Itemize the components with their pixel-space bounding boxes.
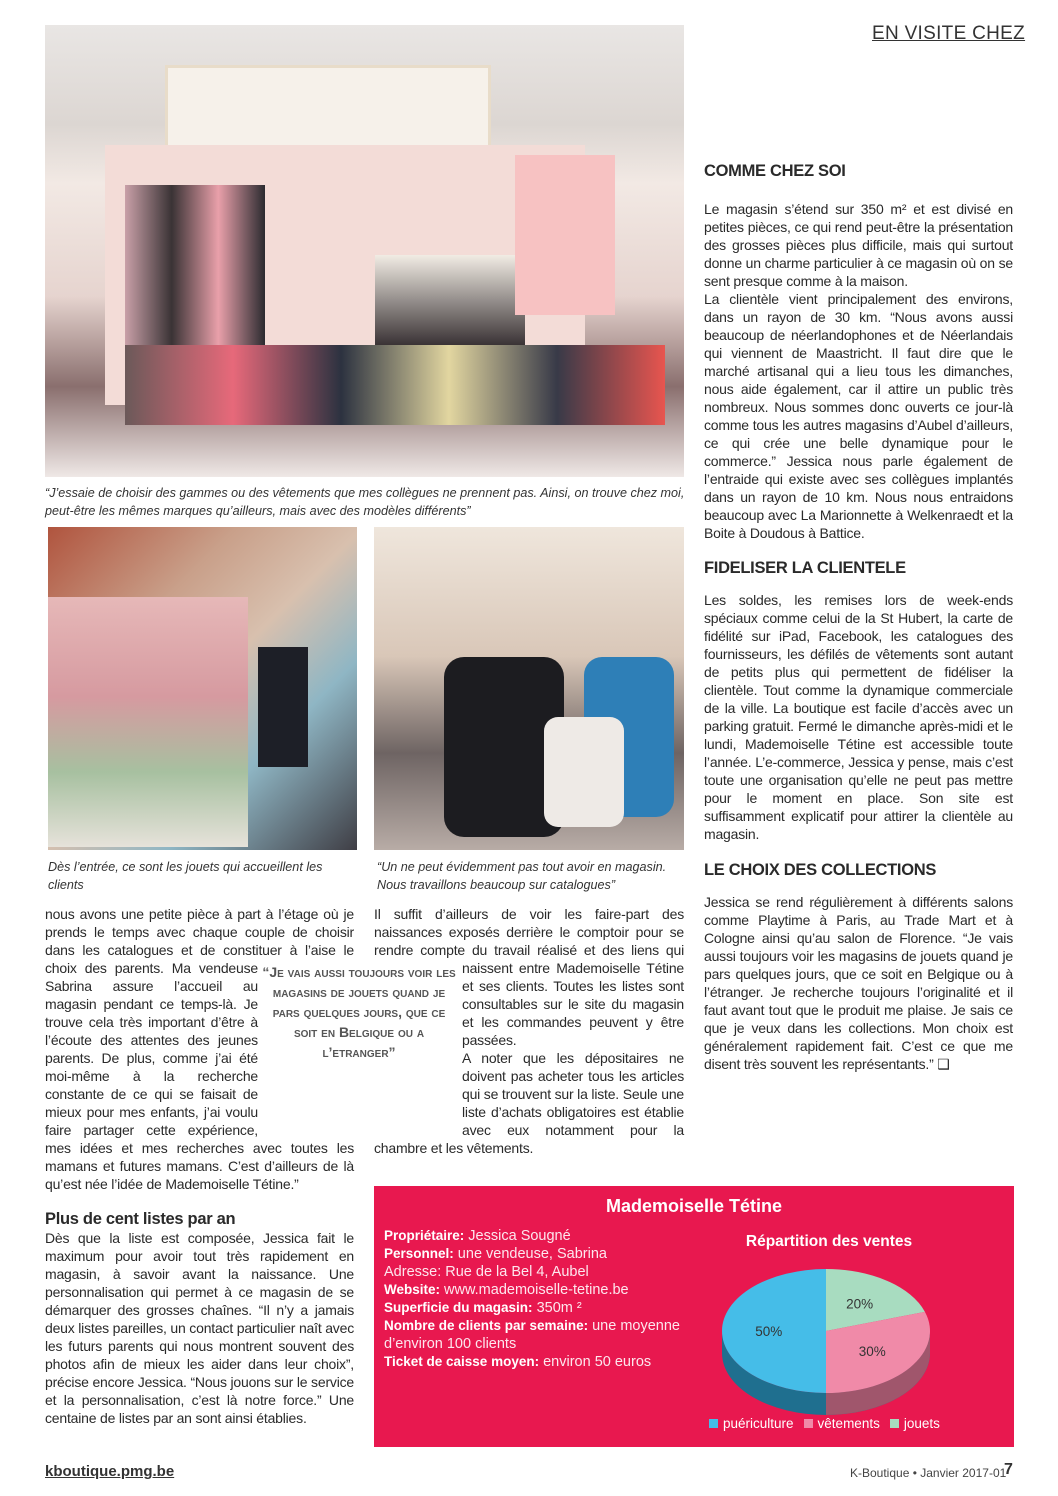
heading-fideliser: FIDELISER LA CLIENTELE: [704, 559, 906, 577]
info-row: [384, 1353, 684, 1371]
pie-label: 20%: [846, 1296, 874, 1312]
strollers-photo: [374, 527, 684, 850]
info-list: [384, 1227, 684, 1371]
store-info-box: [374, 1186, 1014, 1447]
heading-collections: LE CHOIX DES COLLECTIONS: [704, 861, 937, 879]
page-number: 7: [1004, 1461, 1013, 1478]
info-value: une vendeuse, Sabrina: [453, 1246, 607, 1262]
info-label: Ticket de caisse moyen:: [384, 1354, 540, 1369]
info-label: Superficie du magasin:: [384, 1300, 533, 1315]
heading-comme-chez-soi: COMME CHEZ SOI: [704, 162, 846, 180]
info-value: environ 50 euros: [539, 1354, 652, 1370]
info-box-title: Mademoiselle Tétine: [605, 1196, 783, 1216]
legend-swatch: [804, 1419, 813, 1428]
legend-label: vêtements: [817, 1416, 880, 1431]
info-row: [384, 1317, 684, 1353]
paragraph: A noter que les dépositaires ne doivent pas acheter tous les articles qui se trouvent sur la liste. Seule une liste d’achats obligatoires est établie avec eux notamment pour la chambre et les vêtements.: [374, 1050, 684, 1156]
info-row: [384, 1299, 684, 1317]
paragraph: Dès que la liste est composée, Jessica fait le maximum pour avoir tout très rapidement en magasin, à savoir avant la naissance. Une personnalisation qui permet à ce magasin de se démarquer des grosses chaînes. “Il n’y a jamais deux listes pareilles, un contact particulier naît avec les futurs parents qui nous montrent souvent des photos afin de mieux les aider dans leur choix”, précise encore Jessica. “Nous jouons sur le service et la personnalisation, c’est là notre force.” Une centaine de listes par an sont ainsi établies.: [45, 1230, 354, 1426]
info-label: Nombre de clients par semaine:: [384, 1318, 589, 1333]
paragraph: nous avons une petite pièce à part à l’étage où je prends le temps avec chaque couple de choisir dans les catalogues et de constituer à l’aise le choix des parents. Ma vendeuse Sabrina assure l’accueil au magasin pendant ce temps-là. Je trouve cela très important d’être à l’écoute des attentes des jeunes parents. De plus, comme j’ai été moi-même à la recherche constante de ce qui se faisait de mieux pour mes enfants, j’ai voulu faire partager cette expérience, mes idées et mes recherches avec toutes les mamans et futures mamans. C’est d’ailleurs de là qu’est née l’idée de Mademoiselle Tétine.”: [45, 906, 354, 1192]
store-clothing-photo: [45, 25, 684, 477]
info-row: [384, 1263, 684, 1281]
pie-label: 50%: [755, 1324, 783, 1339]
info-label: Personnel:: [384, 1246, 454, 1261]
legend-label: jouets: [903, 1416, 940, 1431]
info-value: Jessica Sougné: [464, 1228, 571, 1244]
top-photo-caption: “J’essaie de choisir des gammes ou des vêtements que mes collègues ne prennent pas. Ainsi, on trouve chez moi, peut-être les mêmes marques qu’ailleurs, mais avec des modèles différents”: [45, 486, 685, 518]
paragraph: Le magasin s’étend sur 350 m² et est divisé en petites pièces, ce qui rend peut-être la présentation des grosses pièces plus difficile, mais qui surtout donne un charme particulier à ce magasin où on se sent presque comme à la maison.: [704, 201, 1013, 289]
info-value: une moyenne d’environ 100 clients: [384, 1318, 680, 1352]
info-row: [384, 1227, 684, 1245]
pull-quote: “Je vais aussi toujours voir les magasins de jouets quand je pars quelques jours, que ce soit en Belgique ou a l’etranger”: [262, 964, 456, 1060]
info-row: [384, 1245, 684, 1263]
strollers-photo-caption: “Un ne peut évidemment pas tout avoir en magasin. Nous travaillons beaucoup sur catalogues”: [377, 860, 667, 892]
paragraph: Il suffit d’ailleurs de voir les faire-part des naissances exposés derrière le comptoir pour se rendre compte du travail réalisé et des liens qui naissent entre Mademoiselle Tétine et ses clients. Toutes les listes sont consultables sur le site du magasin et les commandes peuvent y être passées.: [374, 906, 684, 1048]
paragraph: La clientèle vient principalement des environs, dans un rayon de 30 km. “Nous avons aussi beaucoup de néerlandophones et de Néerlandais qui viennent de Maastricht. Il faut dire que le marché artisanal qui a lieu tous les dimanches, nous aide également, car il attire un public très nombreux. Nous sommes donc ouverts ce jour-là comme tous les autres magasins d’Aubel d’ailleurs, ce qui crée une belle dynamique pour le commerce.” Jessica nous parle également de l’entraide qui existe avec ses collègues implantés dans un rayon de 10 km. Nous nous entraidons beaucoup avec La Marionnette à Welkenraedt et la Boite à Doudous à Battice.: [704, 291, 1013, 541]
right-column: [704, 162, 1013, 1073]
info-value: 350m ²: [532, 1300, 582, 1316]
footer-issue: K-Boutique • Janvier 2017-01: [850, 1466, 1007, 1480]
chart-legend: [709, 1416, 1009, 1431]
legend-swatch: [709, 1419, 718, 1428]
info-label: Propriétaire:: [384, 1228, 465, 1243]
toys-photo: [48, 527, 357, 850]
legend-swatch: [890, 1419, 899, 1428]
chart-title: Répartition des ventes: [745, 1233, 913, 1250]
paragraph: Jessica se rend régulièrement à différents salons comme Playtime à Paris, au Trade Mart et à Cologne ainsi qu’au salon de Florence. “Je vais aussi toujours voir les magasins de jouets quand je pars quelques jours, que ce soit en Belgique ou à l’étranger. Je recherche toujours l’originalité et il faut avant tout que le produit me plaise. Je sais ce que je veux dans les collections. Mon choix est généralement rapidement fait. C’est ce que me disent très souvent les représentants.” ❑: [704, 894, 1013, 1072]
subheading: Plus de cent listes par an: [45, 1210, 236, 1228]
toys-photo-caption: Dès l’entrée, ce sont les jouets qui accueillent les clients: [48, 860, 323, 892]
paragraph: Les soldes, les remises lors de week-ends spéciaux comme celui de la St Hubert, la carte de fidélité sur iPad, Facebook, les catalogues des fournisseurs, les défilés de vêtements sont autant de petits plus qui permettent de fidéliser la clientèle. Tout comme la dynamique commerciale de la ville. La boutique est facile d’accès avec un parking gratuit. Fermé le dimanche après-midi et le lundi, Mademoiselle Tétine est accessible toute l’année. L’e-commerce, Jessica y pense, mais c’est toute une organisation qu’elle ne peut pas mettre pour le moment en place. Son site est suffisamment explicatif pour attirer la clientèle au magasin.: [704, 592, 1013, 842]
info-value: Adresse: Rue de la Bel 4, Aubel: [384, 1264, 589, 1280]
middle-column: [374, 905, 684, 1157]
sales-pie-chart: [704, 1266, 954, 1416]
info-label: Website:: [384, 1282, 441, 1297]
legend-label: puériculture: [723, 1416, 794, 1431]
pie-label: 30%: [858, 1344, 886, 1360]
section-tag: EN VISITE CHEZ: [872, 23, 1026, 44]
info-row: [384, 1281, 684, 1299]
info-value[interactable]: www.mademoiselle-tetine.be: [440, 1282, 629, 1298]
footer-site-link[interactable]: kboutique.pmg.be: [45, 1463, 175, 1480]
